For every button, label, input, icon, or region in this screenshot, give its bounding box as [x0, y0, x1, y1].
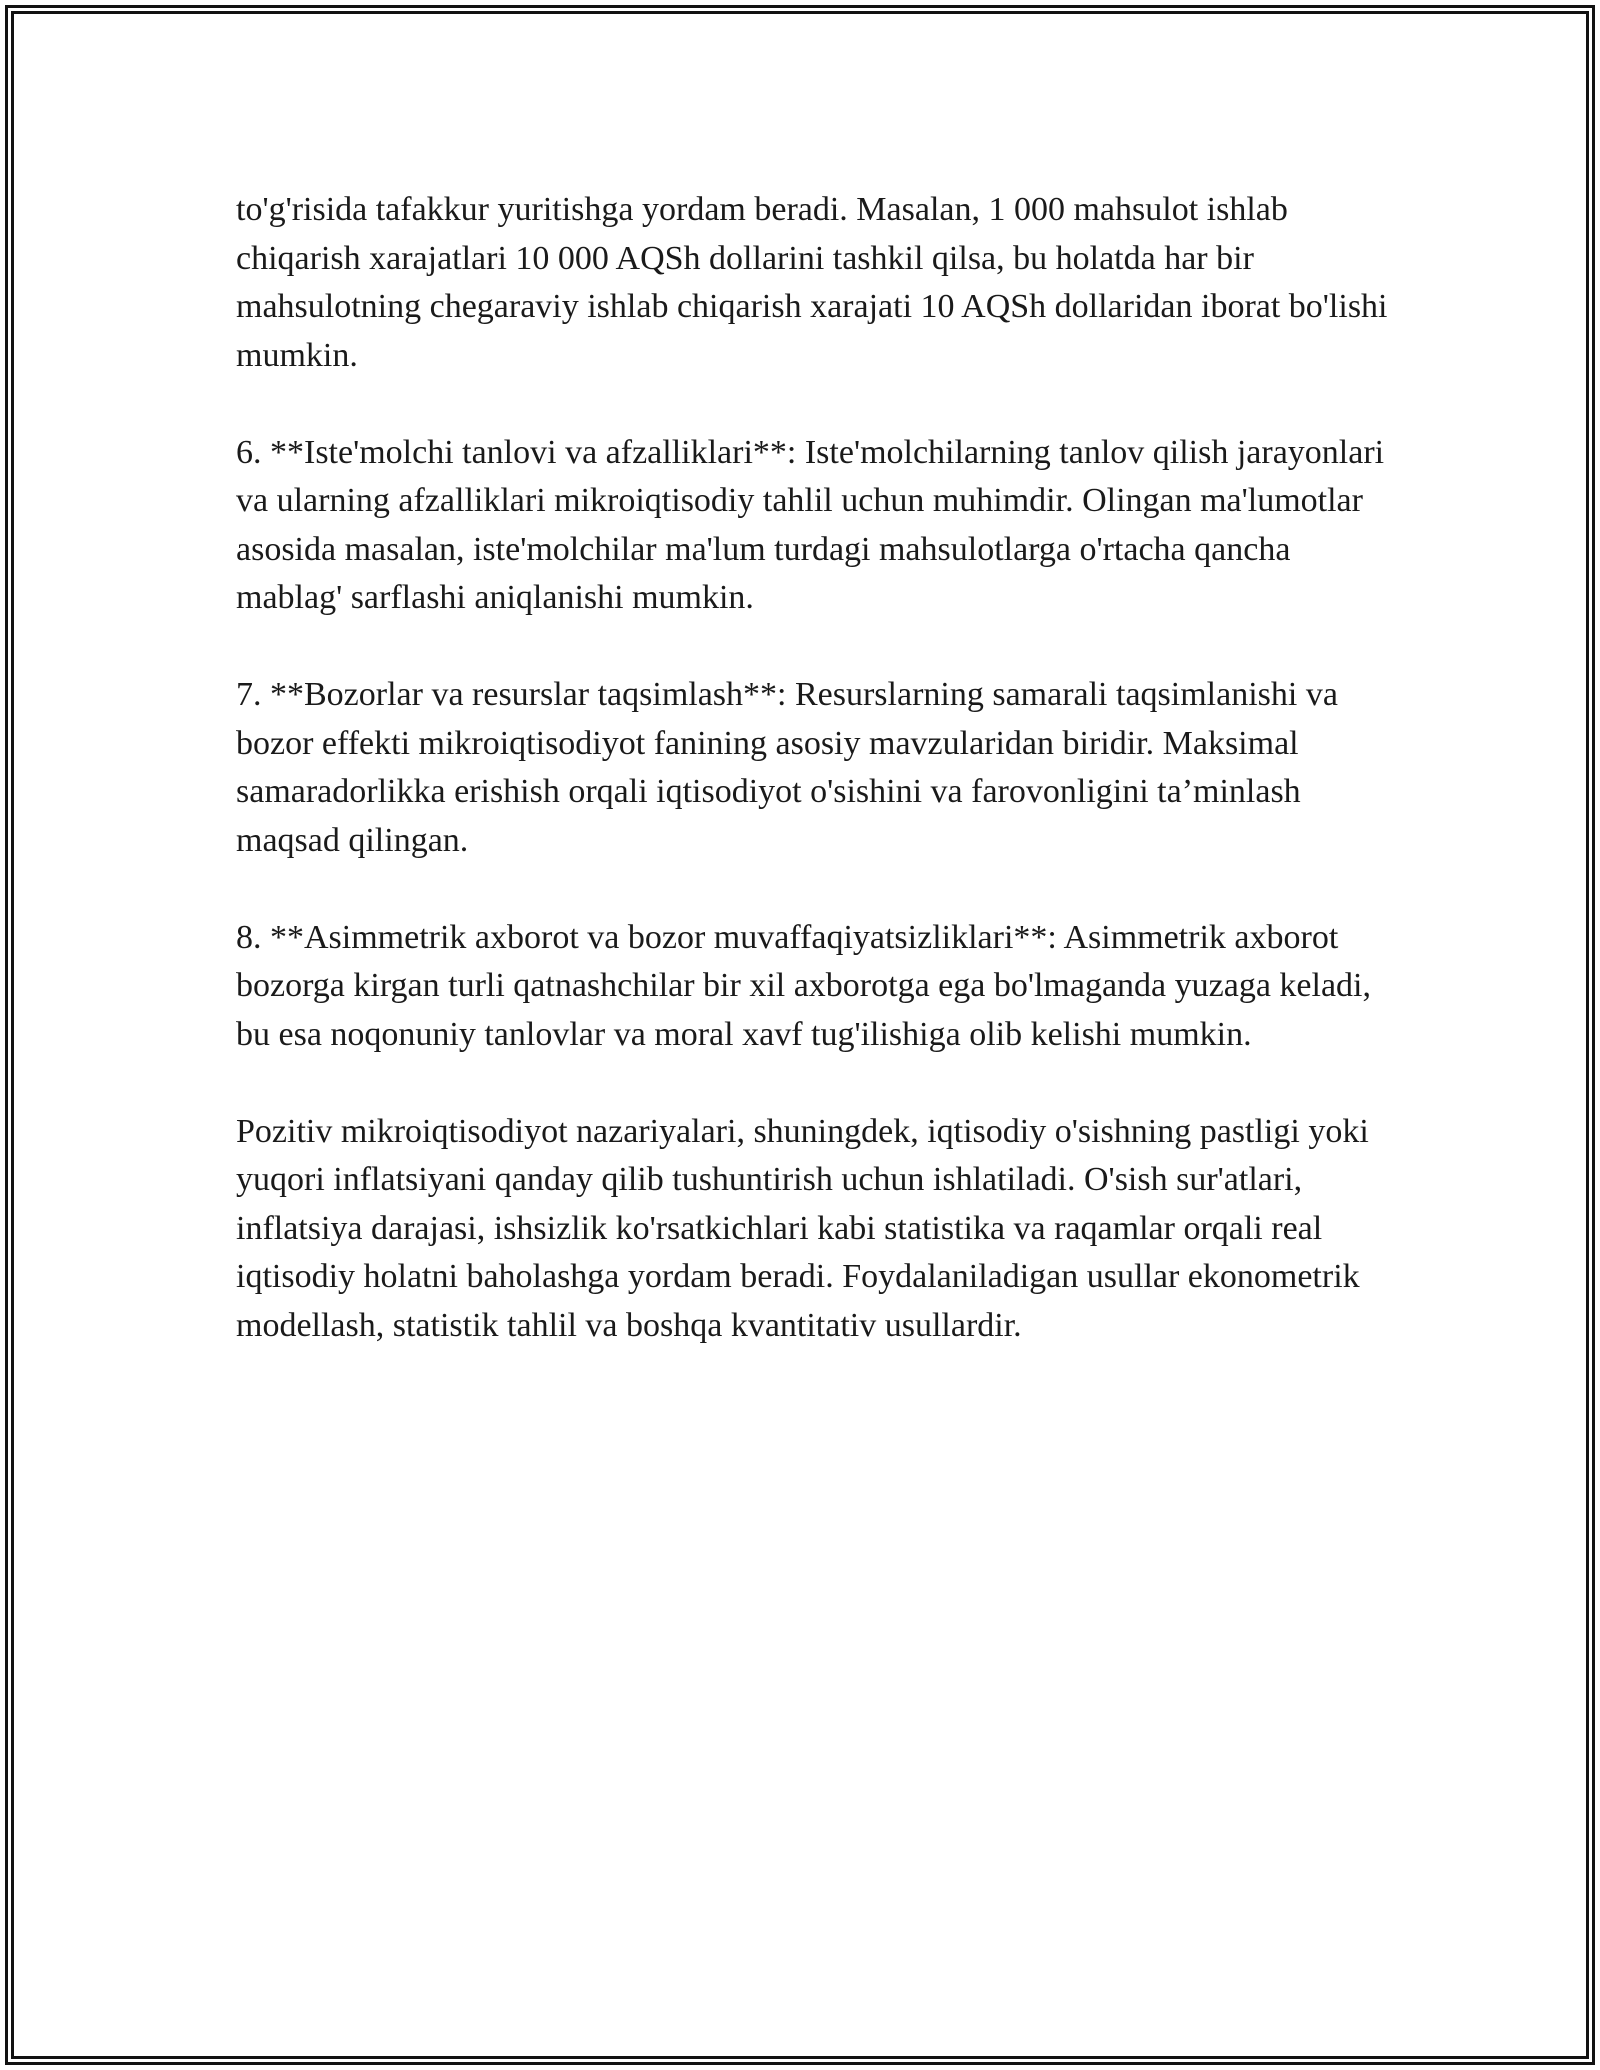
paragraph-item-8: 8. **Asimmetrik axborot va bozor muvaffaqiyatsizliklari**: Asimmetrik axborot bozorga kirgan turli qatnashchilar bir xil axborotga ega bo'lmaganda yuzaga keladi, bu esa noqonuniy tanlovlar va moral xavf tug'ilishiga olib kelishi mumkin.	[236, 918, 1371, 1053]
paragraph-item-6: 6. **Iste'molchi tanlovi va afzalliklari**: Iste'molchilarning tanlov qilish jarayonlari va ularning afzalliklari mikroiqtisodiy tahlil uchun muhimdir. Olingan ma'lumotlar asosida masalan, iste'molchilar ma'lum turdagi mahsulotlarga o'rtacha qancha mablag' sarflashi aniqlanishi mumkin.	[236, 433, 1385, 616]
document-body	[236, 186, 1396, 1399]
paragraph-item-7: 7. **Bozorlar va resurslar taqsimlash**: Resurslarning samarali taqsimlanishi va bozor effekti mikroiqtisodiyot fanining asosiy mavzularidan biridir. Maksimal samaradorlikka erishish orqali iqtisodiyot o'sishini va farovonligini ta’minlash maqsad qilingan.	[236, 676, 1338, 859]
paragraph-conclusion: Pozitiv mikroiqtisodiyot nazariyalari, shuningdek, iqtisodiy o'sishning pastligi yoki yuqori inflatsiyani qanday qilib tushuntirish uchun ishlatiladi. O'sish sur'atlari, inflatsiya darajasi, ishsizlik ko'rsatkichlari kabi statistika va raqamlar orqali real iqtisodiy holatni baholashga yordam beradi. Foydalaniladigan usullar ekonometrik modellash, statistik tahlil va boshqa kvantitativ usullardir.	[236, 1112, 1369, 1344]
paragraph-continuation: to'g'risida tafakkur yuritishga yordam beradi. Masalan, 1 000 mahsulot ishlab chiqarish xarajatlari 10 000 AQSh dollarini tashkil qilsa, bu holatda har bir mahsulotning chegaraviy ishlab chiqarish xarajati 10 AQSh dollaridan iborat bo'lishi mumkin.	[236, 191, 1388, 374]
